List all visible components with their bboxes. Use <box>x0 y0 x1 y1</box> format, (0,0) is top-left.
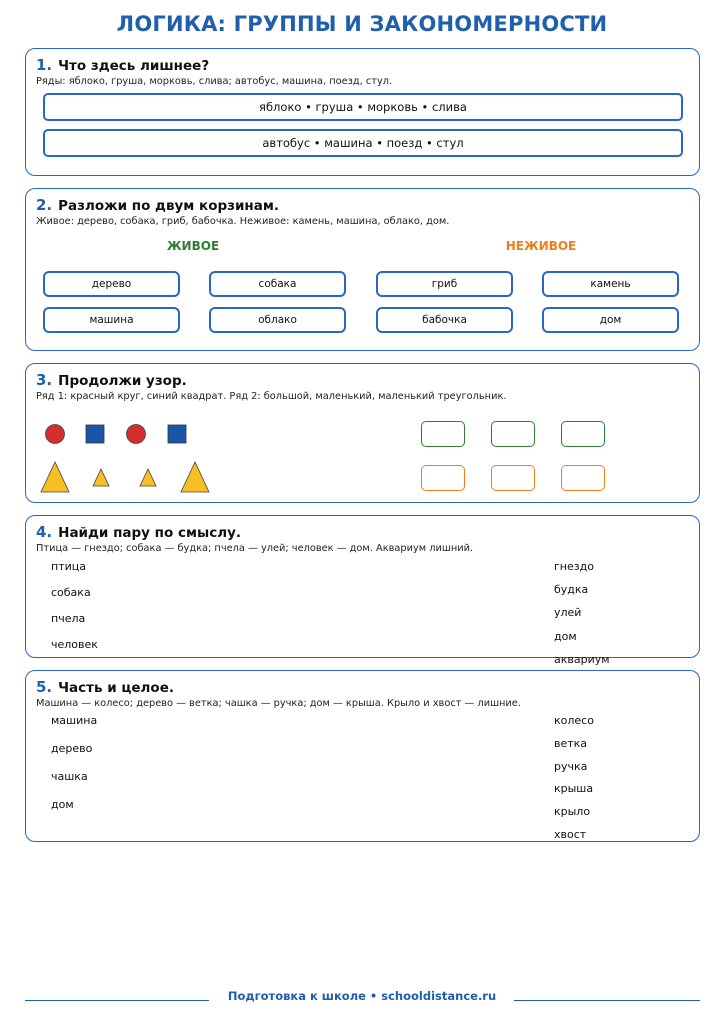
pair-left-word[interactable]: человек <box>51 638 98 651</box>
pair-left-word[interactable]: пчела <box>51 612 86 625</box>
task-1-heading <box>36 55 209 74</box>
footer-text: Подготовка к школе • schooldistance.ru <box>227 989 497 1003</box>
task-1-section <box>25 48 700 176</box>
task-3-subtitle: Ряд 1: красный круг, синий квадрат. Ряд 2: большой, маленький, маленький треугольник. <box>36 391 507 402</box>
task-2-heading <box>36 195 279 214</box>
task-1-row-2[interactable]: автобус • машина • поезд • стул <box>43 129 683 157</box>
task-3-number: 3. <box>36 371 53 389</box>
word-card[interactable]: облако <box>209 307 346 333</box>
big-triangle-shape <box>181 462 209 492</box>
part-right-word[interactable]: ветка <box>554 737 588 750</box>
task-5-section <box>25 670 700 842</box>
task-5-heading <box>36 677 174 696</box>
task-4-title: Найди пару по смыслу. <box>58 525 242 541</box>
big-triangle-shape <box>41 462 69 492</box>
part-right-word[interactable]: колесо <box>554 714 594 727</box>
pair-right-word[interactable]: будка <box>554 583 589 596</box>
word-card[interactable]: собака <box>209 271 346 297</box>
red-circle-shape <box>127 425 146 444</box>
pair-right-word[interactable]: гнездо <box>554 560 594 573</box>
blue-square-shape <box>86 425 104 443</box>
red-circle-shape <box>46 425 65 444</box>
task-1-title: Что здесь лишнее? <box>58 58 210 74</box>
basket-label-nonalive: НЕЖИВОЕ <box>505 239 577 253</box>
pair-left-word[interactable]: собака <box>51 586 91 599</box>
task-1-subtitle: Ряды: яблоко, груша, морковь, слива; автобус, машина, поезд, стул. <box>36 76 393 87</box>
pair-right-word[interactable]: аквариум <box>554 653 610 666</box>
task-2-title: Разложи по двум корзинам. <box>58 198 280 214</box>
part-left-word[interactable]: машина <box>51 714 98 727</box>
task-2-section <box>25 188 700 351</box>
blue-square-shape <box>168 425 186 443</box>
task-4-section <box>25 515 700 658</box>
basket-label-alive: ЖИВОЕ <box>166 239 220 253</box>
pair-right-word[interactable]: дом <box>554 630 577 643</box>
task-5-subtitle: Машина — колесо; дерево — ветка; чашка — ручка; дом — крыша. Крыло и хвост — лишние. <box>36 698 521 709</box>
answer-slot-row-1[interactable] <box>561 421 605 447</box>
part-left-word[interactable]: чашка <box>51 770 88 783</box>
task-1-row-1[interactable]: яблоко • груша • морковь • слива <box>43 93 683 121</box>
task-1-number: 1. <box>36 56 53 74</box>
part-right-word[interactable]: крыша <box>554 782 594 795</box>
task-3-section <box>25 363 700 503</box>
word-card[interactable]: дом <box>542 307 679 333</box>
task-5-title: Часть и целое. <box>58 680 174 696</box>
task-5-number: 5. <box>36 678 53 696</box>
answer-slot-row-1[interactable] <box>491 421 535 447</box>
word-card[interactable]: камень <box>542 271 679 297</box>
task-3-title: Продолжи узор. <box>58 373 187 389</box>
answer-slot-row-2[interactable] <box>421 465 465 491</box>
part-right-word[interactable]: ручка <box>554 760 588 773</box>
pattern-shapes <box>36 419 236 499</box>
word-card[interactable]: гриб <box>376 271 513 297</box>
task-4-subtitle: Птица — гнездо; собака — будка; пчела — улей; человек — дом. Аквариум лишний. <box>36 543 474 554</box>
answer-slot-row-1[interactable] <box>421 421 465 447</box>
small-triangle-shape <box>93 469 109 486</box>
page-title: ЛОГИКА: ГРУППЫ И ЗАКОНОМЕРНОСТИ <box>116 12 608 36</box>
task-3-heading <box>36 370 187 389</box>
part-right-word[interactable]: хвост <box>554 828 587 841</box>
word-card[interactable]: бабочка <box>376 307 513 333</box>
part-right-word[interactable]: крыло <box>554 805 591 818</box>
pair-right-word[interactable]: улей <box>554 606 582 619</box>
pair-left-word[interactable]: птица <box>51 560 86 573</box>
part-left-word[interactable]: дом <box>51 798 74 811</box>
task-2-subtitle: Живое: дерево, собака, гриб, бабочка. Неживое: камень, машина, облако, дом. <box>36 216 450 227</box>
task-4-heading <box>36 522 241 541</box>
word-card[interactable]: дерево <box>43 271 180 297</box>
answer-slot-row-2[interactable] <box>561 465 605 491</box>
small-triangle-shape <box>140 469 156 486</box>
task-4-number: 4. <box>36 523 53 541</box>
word-card[interactable]: машина <box>43 307 180 333</box>
task-2-number: 2. <box>36 196 53 214</box>
answer-slot-row-2[interactable] <box>491 465 535 491</box>
part-left-word[interactable]: дерево <box>51 742 93 755</box>
